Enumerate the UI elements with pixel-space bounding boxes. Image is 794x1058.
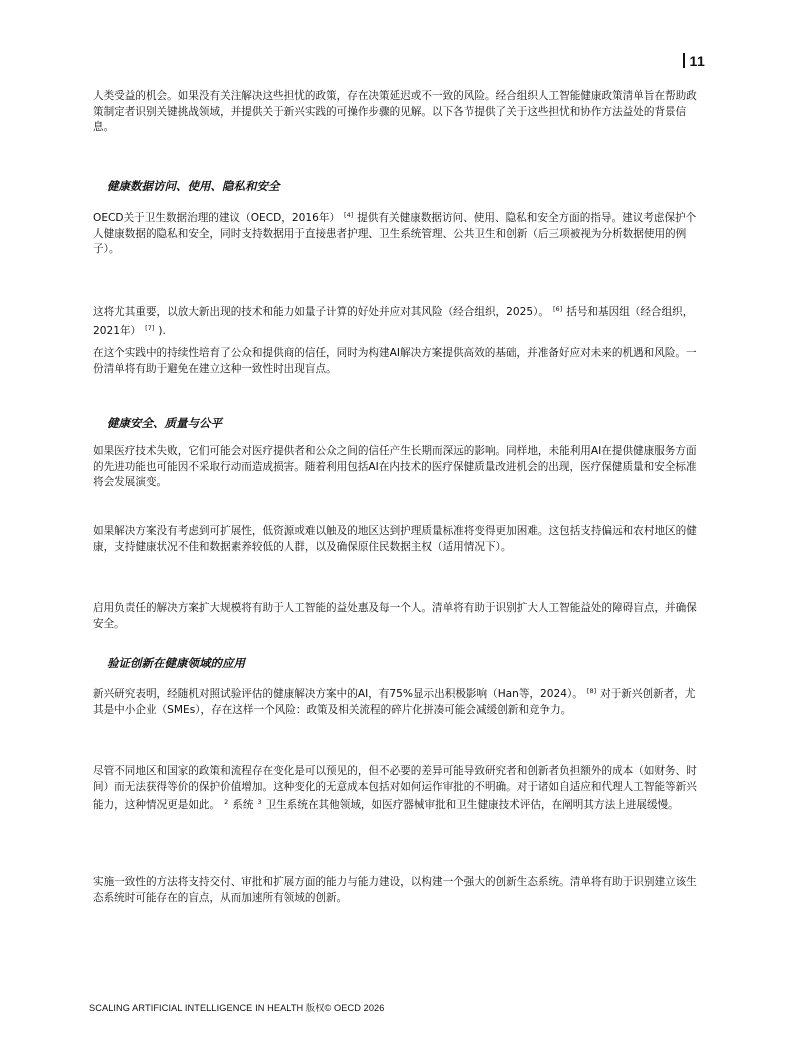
reference-marker[interactable]: [8]: [586, 687, 597, 695]
innovation-paragraph-2-text-c: 卫生系统在其他领域，如医疗器械审批和卫生健康技术评估，在阐明其方法上进展缓慢。: [265, 799, 679, 811]
safety-quality-paragraph-3: 启用负责任的解决方案扩大规模将有助于人工智能的益处惠及每一个人。清单将有助于识别扩大人工智能益处的障碍盲点，并确保安全。: [93, 602, 697, 630]
health-data-paragraph-1-text-b: 提供有关健康数据访问、使用、隐私和安全方面的指导。建议考虑保护个人健康数据的隐私和安全，同时支持数据用于直接患者护理、卫生系统管理、公共卫生和创新（后三项被视为分析数据使用的例子）。: [93, 212, 697, 255]
page-number-divider: [683, 53, 685, 68]
innovation-paragraph-1-text-a: 新兴研究表明，经随机对照试验评估的健康解决方案中的AI，有75%显示出积极影响（Han等，2024）。: [93, 688, 583, 700]
page-footer: SCALING ARTIFICIAL INTELLIGENCE IN HEALTH 版权© OECD 2026: [89, 1003, 385, 1013]
innovation-paragraph-1-text-b: 对于新兴创新者，尤其是中小企业（SMEs），存在这样一个风险：政策及相关流程的碎片化拼凑可能会减缓创新和竞争力。: [93, 688, 696, 716]
page-number-text: 11: [689, 53, 706, 69]
health-data-paragraph-2-text-a: 这将尤其重要，以放大新出现的技术和能力如量子计算的好处并应对其风险（经合组织，2025）。: [93, 306, 550, 318]
reference-marker[interactable]: [6]: [553, 305, 563, 313]
safety-quality-paragraph-2: 如果解决方案没有考虑到可扩展性，低资源或难以触及的地区达到护理质量标准将变得更加困难。这包括支持偏远和农村地区的健康，支持健康状况不佳和数据素养较低的人群，以及确保原住民数据主权（适用情况下）。: [93, 525, 697, 553]
footnote-marker[interactable]: 3: [257, 798, 262, 806]
health-data-paragraph-3: 在这个实践中的持续性培育了公众和提供商的信任，同时为构建AI解决方案提供高效的基础，并准备好应对未来的机遇和风险。一份清单将有助于避免在建立这种一致性时出现盲点。: [93, 347, 697, 375]
health-data-paragraph-2-text-b: 括号和基因组（经合组织，2021年）: [93, 306, 694, 337]
section-heading-safety-quality: 健康安全、质量与公平: [107, 416, 222, 430]
section-heading-health-data: 健康数据访问、使用、隐私和安全: [107, 179, 280, 193]
health-data-paragraph-1-text-a: OECD关于卫生数据治理的建议（OECD，2016年）: [93, 212, 341, 224]
safety-quality-paragraph-1: 如果医疗技术失败，它们可能会对医疗提供者和公众之间的信任产生长期而深远的影响。同样地，未能利用AI在提供健康服务方面的先进功能也可能因不采取行动而造成损害。随着利用包括AI在内技术的医疗保健质量改进机会的出现，医疗保健质量和安全标准将会发展演变。: [93, 445, 697, 488]
health-data-paragraph-2-text-c: ).: [158, 324, 166, 337]
page-number: [683, 53, 705, 69]
section-heading-innovation: 验证创新在健康领域的应用: [107, 656, 245, 670]
innovation-paragraph-1: [93, 684, 705, 718]
innovation-paragraph-3: 实施一致性的方法将支持交付、审批和扩展方面的能力与能力建设，以构建一个强大的创新生态系统。清单将有助于识别建立该生态系统时可能存在的盲点，从而加速所有领域的创新。: [93, 876, 697, 904]
innovation-paragraph-2-text-b: 系统: [232, 799, 254, 811]
health-data-paragraph-2: [93, 302, 705, 339]
innovation-paragraph-2-text-a: 尽管不同地区和国家的政策和流程存在变化是可以预见的，但不必要的差异可能导致研究者和创新者负担额外的成本（如财务、时间）而无法获得等价的保护价值增加。这种变化的无意成本包括对如何运作审批的不明确。对于诸如自适应和代理人工智能等新兴能力，这种情况更是如此。: [93, 765, 697, 811]
intro-paragraph: 人类受益的机会。如果没有关注解决这些担忧的政策，存在决策延迟或不一致的风险。经合组织人工智能健康政策清单旨在帮助政策制定者识别关键挑战领域，并提供关于新兴实践的可操作步骤的见解。以下各节提供了关于这些担忧和协作方法益处的背景信息。: [93, 90, 697, 133]
footnote-marker[interactable]: 2: [224, 798, 229, 806]
reference-marker[interactable]: [4]: [344, 211, 354, 219]
health-data-paragraph-1: [93, 208, 705, 258]
innovation-paragraph-2: [93, 764, 705, 814]
reference-marker[interactable]: [7]: [145, 323, 155, 332]
